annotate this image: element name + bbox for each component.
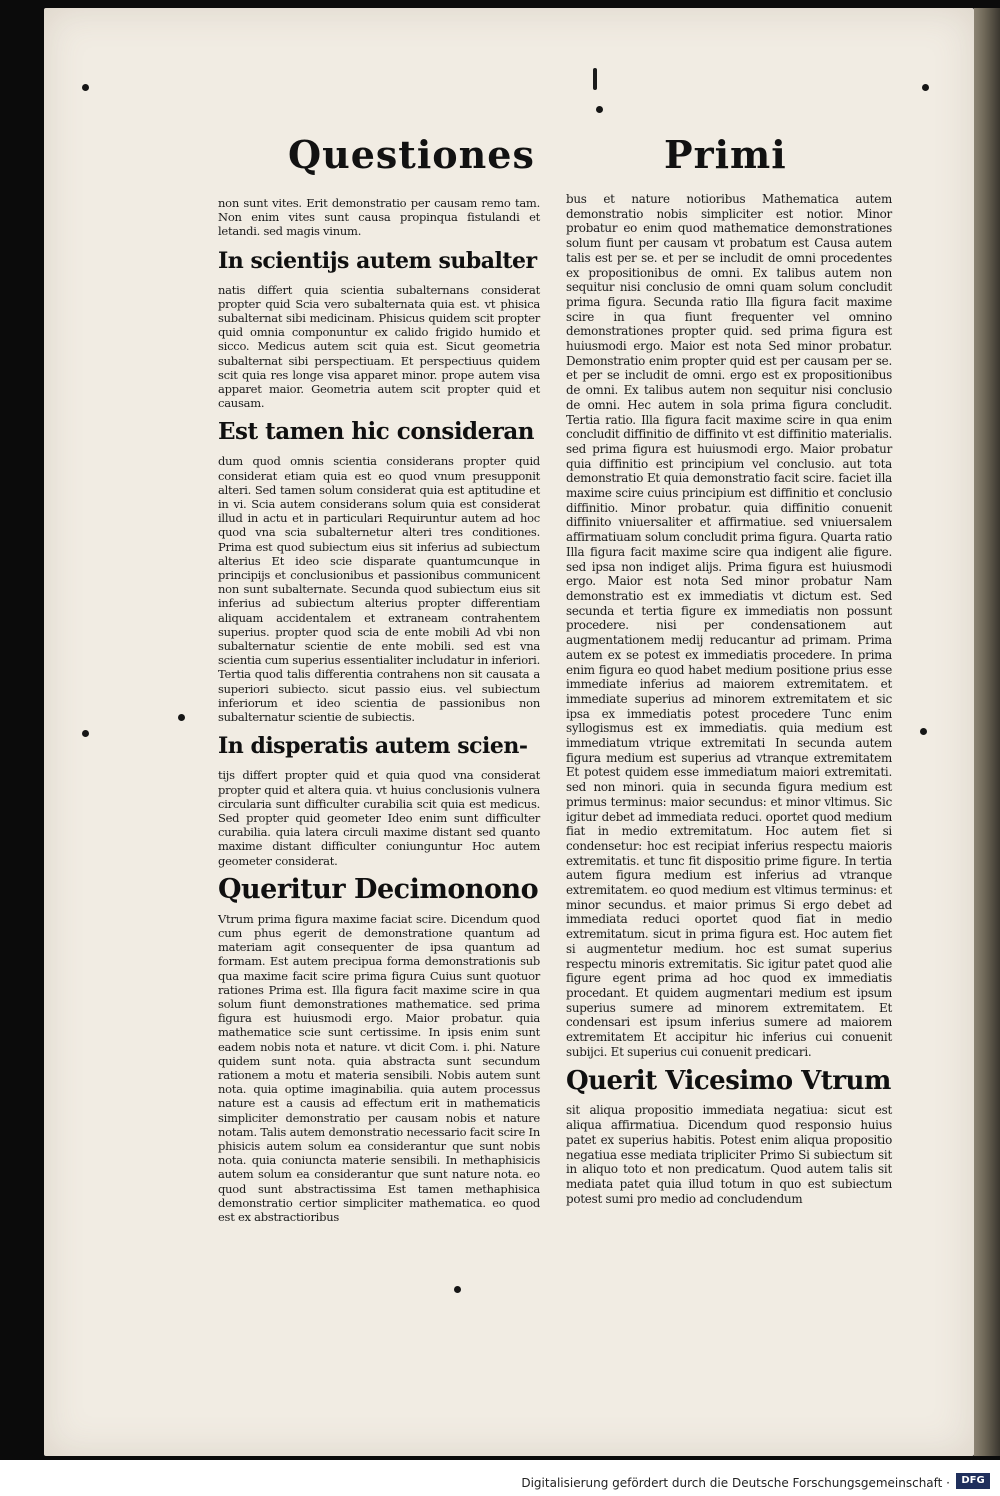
binding-hole xyxy=(922,84,929,91)
paragraph: non sunt vites. Erit demonstratio per causam remo tam. Non enim vites sunt causa propinqua fistulandi et letandi. sed magis vinum. xyxy=(218,196,540,239)
paragraph: natis differt quia scientia subalternans considerat propter quid Scia vero subalternata quia est. vt phisica subalternat sibi medicinam. Phisicus quidem scit propter quid omnia componuntur ex calido frigido humido et sicco. Medicus autem scit quia est. Sicut geometria subalternat sibi perspectiuam. Et perspectiuus quidem scit quia res longe visa apparet minor. prope autem visa apparet maior. Geometria autem scit propter quid et causam. xyxy=(218,282,540,411)
paragraph: tijs differt propter quid et quia quod vna considerat propter quid et altera quia. vt huius conclusionis vulnera circularia sunt difficulter curabilia scit quia est medicus. Sed propter quid geometer Ideo enim sunt difficulter curabilia. quia latera circuli maxime distant sed quanto maxime distant difficulter coniunguntur Hoc autem geometer considerat. xyxy=(218,768,540,868)
running-head-right: Primi xyxy=(664,132,787,177)
running-head-left: Questiones xyxy=(288,132,535,177)
binding-hole xyxy=(178,714,185,721)
binding-hole xyxy=(82,84,89,91)
section-heading: In scientijs autem subalter xyxy=(218,247,537,274)
section-heading: Est tamen hic consideran xyxy=(218,418,535,446)
section-heading: Querit Vicesimo Vtrum xyxy=(566,1066,891,1097)
text-column-right xyxy=(566,192,892,1206)
binding-hole xyxy=(596,106,603,113)
footer-credit: Digitalisierung gefördert durch die Deutsche Forschungsgemeinschaft · xyxy=(521,1476,950,1490)
text-column-left xyxy=(218,196,540,1224)
paragraph: sit aliqua propositio immediata negatiua: sicut est aliqua affirmatiua. Dicendum quod responsio huius patet ex superius habitis. Potest enim aliqua propositio negatiua esse mediata tripliciter Primo Si subiectum sit in aliquo toto et non predicatum. Quod autem talis sit mediata patet quia illud totum in quo est subiectum potest sumi pro medio ad concludendum xyxy=(566,1103,892,1206)
section-heading: In disperatis autem scien- xyxy=(218,733,528,760)
binding-hole xyxy=(920,728,927,735)
paragraph: dum quod omnis scientia considerans propter quid considerat etiam quia est eo quod vnum presupponit alteri. Sed tamen solum considerat quia est aptitudine et in vi. Scia autem considerans solum quia est considerat illud in actu et in particulari Requiruntur autem ad hoc quod vna scia subalternetur alteri tres conditiones. Prima est quod subiectum eius sit inferius ad subiectum alterius Et ideo scie disparate quantumcunque in principijs et conclusionibus et passionibus communicent non sunt subalternate. Secunda quod subiectum eius sit inferius ad subiectum alterius propter differentiam aliquam accidentalem et extraneam contrahentem superius. propter quod scia de ente mobili Ad vbi non subalternatur scientie de ente mobili. sed est vna scientia cum superius essentialiter includatur in inferiori. Tertia quod talis differentia contrahens non sit causata a superiori subiecto. sicut passio eius. vel subiectum inferiorum et ideo scientia de passionibus non subalternatur scientie de subiectis. xyxy=(218,454,540,725)
ink-mark xyxy=(593,68,597,90)
binding-hole xyxy=(454,1286,461,1293)
paragraph: bus et nature notioribus Mathematica autem demonstratio nobis simpliciter est notior. Minor probatur eo enim quod mathematice demonstrationes solum fiunt per causam vt probatum est Causa autem talis est per se. et per se includit de omni procedentes ex propositionibus de omni. Ex talibus autem non sequitur nisi conclusio de omni quam solum concludit prima figura. Secunda ratio Illa figura facit maxime scire in qua fiunt frequenter vel omnino demonstrationes propter quid. sed prima figura est huiusmodi ergo. Maior est nota Sed minor probatur. Demonstratio enim propter quid est per causam per se. et per se includit de omni. ergo est ex propositionibus de omni. Ex talibus autem non sequitur nisi conclusio de omni. Hec autem in sola prima figura concludit. Tertia ratio. Illa figura facit maxime scire in qua enim concludit diffinitio de diffinito vt est diffinitio materialis. sed prima figura est huiusmodi ergo. Maior probatur quia diffinitio est principium vel conclusio. aut tota demonstratio Et quia demonstratio facit scire. faciet illa maxime scire cuius principium est diffinitio et conclusio diffinitio. Minor probatur. quia diffinitio conuenit diffinito vniuersaliter et affirmatiue. sed vniuersalem affirmatiuam solum concludit prima figura. Quarta ratio Illa figura facit maxime scire qua indigent alie figure. sed ipsa non indiget alijs. Prima figura est huiusmodi ergo. Maior est nota Sed minor probatur Nam demonstratio est ex immediatis vt dictum est. Sed secunda et tertia figure ex immediatis non possunt procedere. nisi per condensationem aut augmentationem medij reducantur ad primam. Prima autem ex se potest ex immediatis procedere. In prima enim figura eo quod habet medium positione prius esse immediate inferius ad maiorem extremitatem. et immediate superius ad minorem extremitatem et sic ipsa ex immediatis potest procedere Tunc enim syllogismus est ex immediatis. quia medium est immediatum vtrique extremitati In secunda autem figura medium est superius ad vtranque extremitatem Et potest quidem esse immediatum maiori extremitati. sed non minori. quia in secunda figura medium est primus terminus: maior secundus: et minor vltimus. Sic igitur debet ad immediata reduci. oportet quod medium fiat in medio extremitatum. Hoc autem fiet si condensetur: hoc est recipiat inferius respectu maioris extremitatis. et tunc fit dispositio prime figure. In tertia autem figura medium est inferius ad vtranque extremitatem. eo quod medium est vltimus terminus: et minor secundus. et maior primus Si ergo debet ad immediata reduci oportet quod fiat in medio extremitatum. sicut in prima figura est. Hoc autem fiet si augmentetur medium. hoc est sumat superius respectu minoris extremitatis. Sic igitur patet quod alie figure egent prima ad hoc quod ex immediatis procedant. Et quidem augmentari medium est ipsum superius sumere ad minorem extremitatem. Et condensari est ipsum inferius sumere ad maiorem extremitatem Et accipitur hic inferius cui conuenit subijci. Et superius cui conuenit predicari. xyxy=(566,192,892,1059)
binding-hole xyxy=(82,730,89,737)
book-spine xyxy=(974,8,1000,1456)
section-heading: Queritur Decimonono xyxy=(218,873,539,905)
paragraph: Vtrum prima figura maxime faciat scire. Dicendum quod cum phus egerit de demonstratione quantum ad materiam agit consequenter de ipsa quantum ad formam. Est autem precipua forma demonstrationis sub qua maxime facit scire prima figura Cuius sunt quotuor rationes Prima est. Illa figura facit maxime scire in qua solum fiunt demonstrationes mathematice. sed prima figura est huiusmodi ergo. Maior probatur. quia mathematice scie sunt certissime. In ipsis enim sunt eadem nobis nota et nature. vt dicit Com. i. phi. Nature quidem sunt nota. quia abstracta sunt secundum rationem a motu et materia sensibili. Nobis autem sunt nota. quia optime imaginabilia. quia autem processus nature est a causis ad effectum erit in mathematicis simpliciter demonstratio per causam nobis et nature notam. Talis autem demonstratio necessario facit scire In phisicis autem solum ea considerantur que sunt nobis nota. quia coniuncta materie sensibili. In methaphisicis autem solum ea considerantur que sunt nature nota. eo quod sunt abstractissima Est tamen methaphisica demonstratio certior simpliciter mathematica. eo quod est ex abstractioribus xyxy=(218,911,540,1224)
dfg-logo: DFG xyxy=(956,1473,990,1489)
